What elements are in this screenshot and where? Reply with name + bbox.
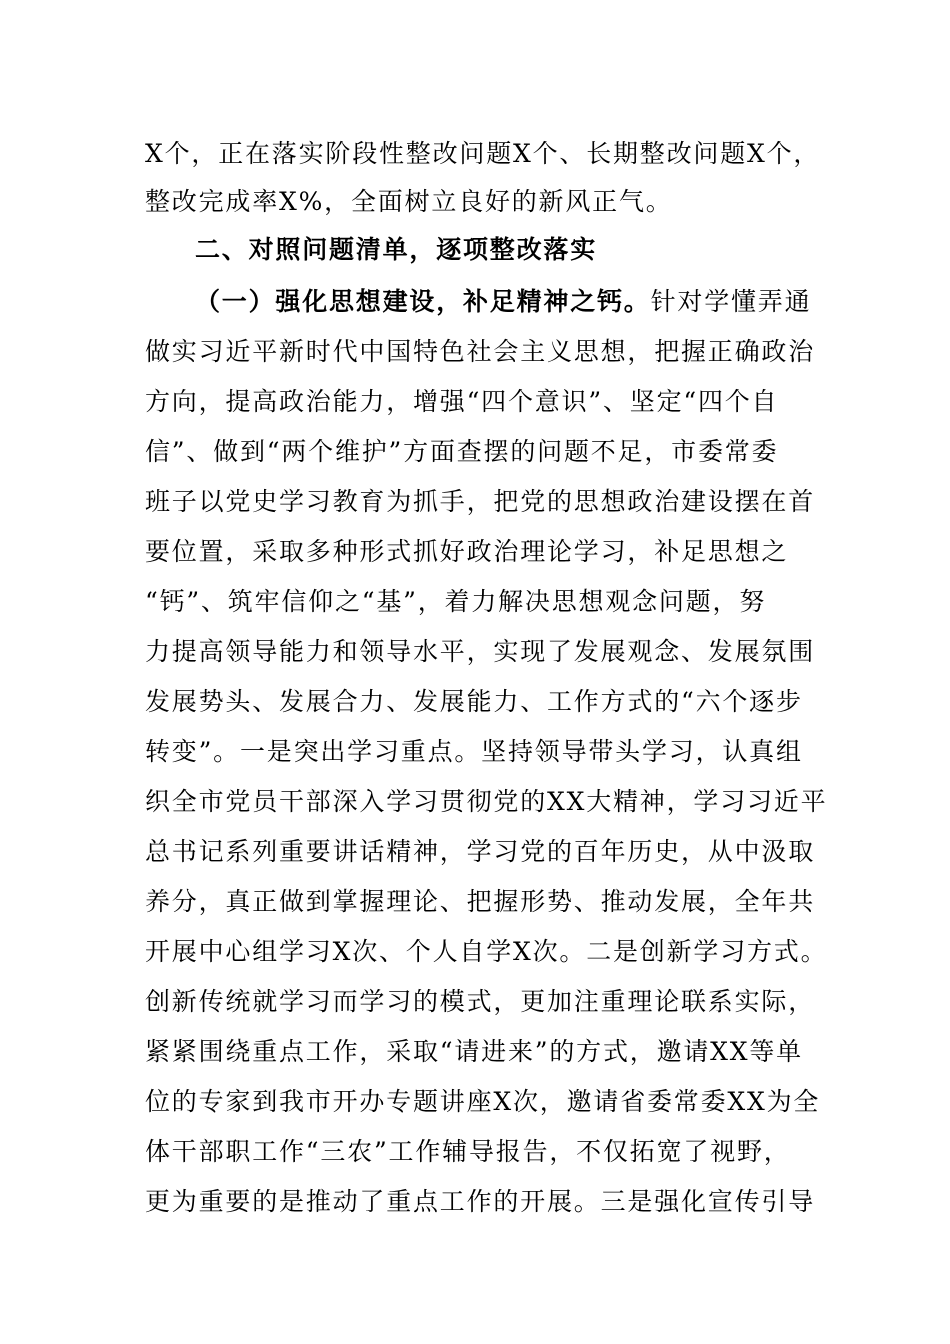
body-line: 织全市党员干部深入学习贯彻党的XX大精神，学习习近平: [145, 787, 828, 816]
body-line: 班子以党史学习教育为抓手，把党的思想政治建设摆在首: [145, 487, 816, 516]
subsection-first-line-text: 针对学懂弄通: [650, 287, 812, 316]
body-line: 开展中心组学习X次、个人自学X次。二是创新学习方式。: [145, 937, 828, 966]
body-line: 更为重要的是推动了重点工作的开展。三是强化宣传引导: [145, 1187, 816, 1216]
body-line: 方向，提高政治能力，增强“四个意识”、坚定“四个自: [145, 387, 779, 416]
body-line: 信”、做到“两个维护”方面查摆的问题不足，市委常委: [145, 437, 779, 466]
body-line: “钙”、筑牢信仰之“基”，着力解决思想观念问题，努: [145, 587, 767, 616]
body-line: 位的专家到我市开办专题讲座X次，邀请省委常委XX为全: [145, 1087, 821, 1116]
section-heading: 二、对照问题清单，逐项整改落实: [195, 235, 598, 264]
subsection-first-line: [195, 286, 815, 318]
body-line: 体干部职工作“三农”工作辅导报告，不仅拓宽了视野，: [145, 1137, 791, 1166]
subsection-title: （一）强化思想建设，补足精神之钙。: [195, 287, 651, 316]
body-line: 紧紧围绕重点工作，采取“请进来”的方式，邀请XX等单: [145, 1037, 803, 1066]
body-line: 做实习近平新时代中国特色社会主义思想，把握正确政治: [145, 337, 816, 366]
body-line: 要位置，采取多种形式抓好政治理论学习，补足思想之: [145, 537, 789, 566]
body-line: 创新传统就学习而学习的模式，更加注重理论联系实际，: [145, 987, 816, 1016]
body-line: 总书记系列重要讲话精神，学习党的百年历史，从中汲取: [145, 837, 816, 866]
body-line: 发展势头、发展合力、发展能力、工作方式的“六个逐步: [145, 687, 803, 716]
body-line: 力提高领导能力和领导水平，实现了发展观念、发展氛围: [145, 637, 816, 666]
intro-line-1: X个，正在落实阶段性整改问题X个、长期整改问题X个，: [145, 139, 821, 168]
body-line: 养分，真正做到掌握理论、把握形势、推动发展，全年共: [145, 887, 816, 916]
body-line: 转变”。一是突出学习重点。坚持领导带头学习，认真组: [145, 737, 803, 766]
intro-line-2: 整改完成率X%，全面树立良好的新风正气。: [145, 187, 673, 216]
